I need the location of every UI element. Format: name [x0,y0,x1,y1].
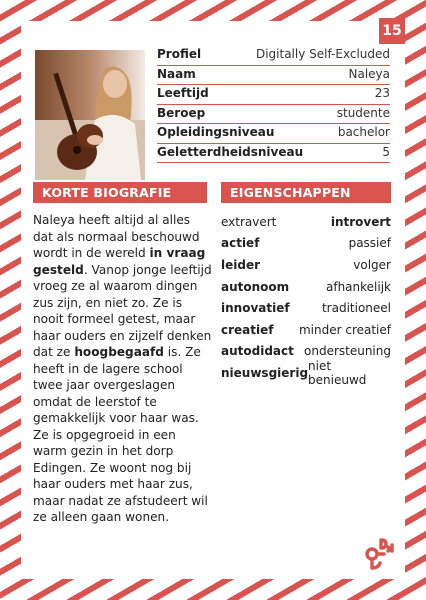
profile-row [157,124,390,144]
trait-row [221,254,391,276]
profile-key: Naam [157,66,196,81]
profile-table [157,46,390,163]
profile-value: Naleya [348,66,390,81]
profile-value: 5 [382,144,390,159]
trait-left: innovatief [221,301,290,316]
trait-left: nieuwsgierig [221,365,309,380]
profile-key: Beroep [157,105,206,120]
trait-row [221,319,391,341]
trait-right: traditioneel [321,301,391,316]
trait-row [221,211,391,233]
profile-row [157,85,390,105]
trait-row [221,358,391,387]
trait-row [221,276,391,298]
trait-left: autodidact [221,344,294,359]
trait-left: autonoom [221,279,290,294]
profile-key: Leeftijd [157,86,209,100]
bio-bold-part: hoogbegaafd [74,345,164,359]
profile-row [157,105,390,125]
profile-row [157,46,390,66]
trait-left: creatief [221,322,274,337]
persona-photo [35,50,145,180]
persona-card [21,21,405,579]
bio-text-part: is. Ze heeft in de lagere school twee jaar overgeslagen omdat de leerstof te gemakkelijk voor haar was. Ze is opgegroeid in een warm gezin in het dorp Edingen. Ze woont nog bij haar ouders met haar zus, maar nadat ze afstudeert wil ze alleen gaan wonen. [33,345,208,524]
trait-left: extravert [221,214,277,229]
trait-right: minder creatief [298,322,391,337]
trait-right: ondersteuning [304,344,391,359]
trait-row [221,297,391,319]
trait-right: volger [353,257,391,272]
bio-text-part: . Vanop jonge leeftijd vroeg ze al waarom dingen zus zijn, en niet zo. Ze is nooit formeel getest, maar haar ouders en zijzelf denken dat ze [33,262,212,359]
traits-list [221,211,391,387]
trait-right: passief [348,236,391,251]
profile-key: Geletterdheidsniveau [157,144,304,159]
profile-row [157,66,390,86]
traits-heading: EIGENSCHAPPEN [221,182,391,203]
page-number: 15 [379,18,405,44]
profile-value: bachelor [337,125,390,139]
trait-left: leider [221,257,261,272]
trait-right: introvert [330,214,391,229]
profile-row [157,144,390,164]
profile-value: 23 [374,86,390,100]
profile-key: Opleidingsniveau [157,125,275,139]
trait-row [221,233,391,255]
profile-value: studente [336,105,390,120]
profile-value: Digitally Self-Excluded [255,47,390,61]
trait-right: niet benieuwd [308,358,367,387]
bio-text [33,212,213,526]
bio-text-part: Naleya heeft altijd al alles dat als normaal beschouwd wordt in de wereld [33,213,200,260]
bio-bold-part: in vraag gesteld [33,246,206,277]
bio-heading: KORTE BIOGRAFIE [33,182,207,203]
dm-logo-icon [361,537,395,571]
trait-right: afhankelijk [326,279,391,294]
trait-left: actief [221,236,260,251]
profile-key: Profiel [157,47,202,61]
